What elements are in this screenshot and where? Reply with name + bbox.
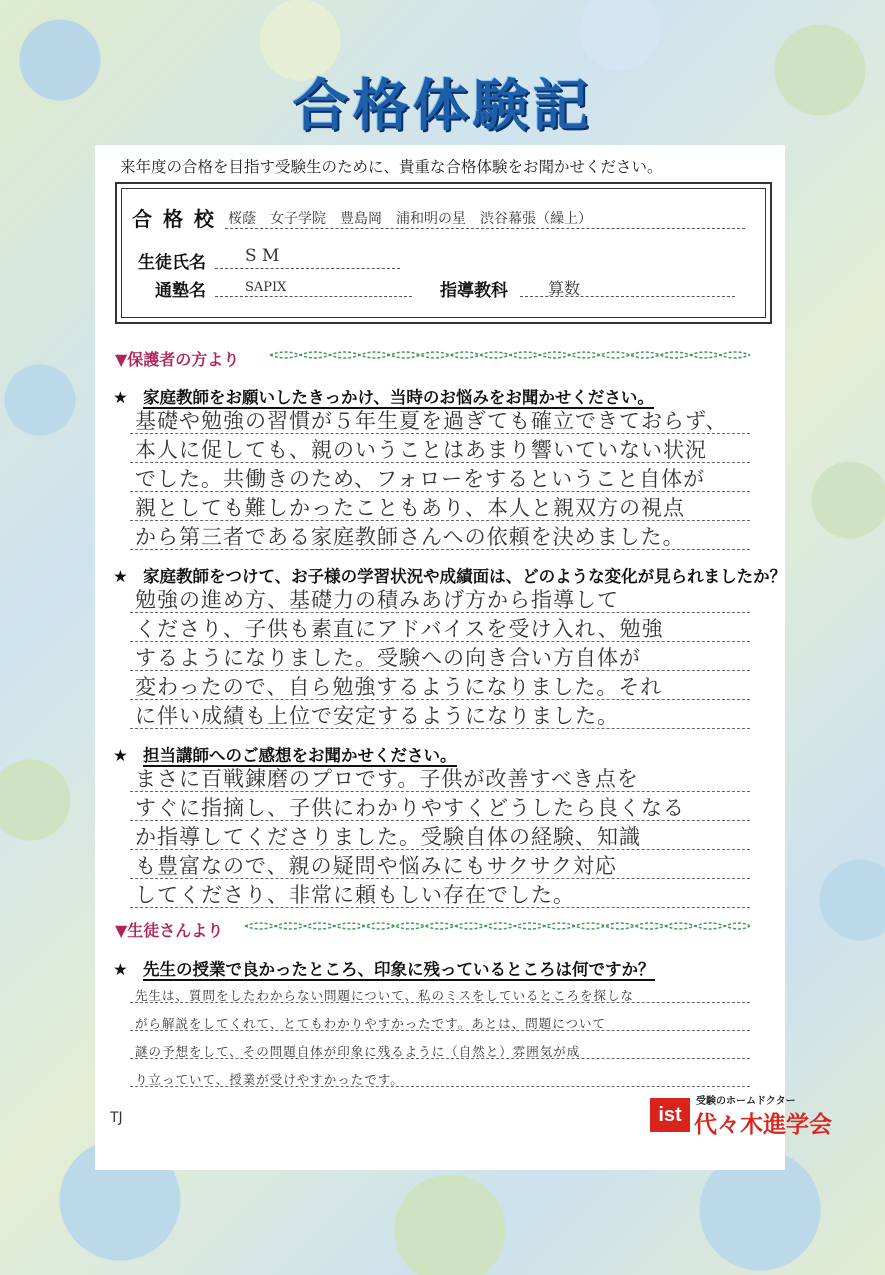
student-a1-line-4: り立っていて、授業が受けやすかったです。 <box>135 1072 404 1087</box>
parent-a2-line-4: 変わったので、自ら勉強するようになりました。それ <box>135 675 663 699</box>
student-section-heading: ▼生徒さんより <box>115 921 224 940</box>
parent-a3-line-3: か指導してくださりました。受験自体の経験、知識 <box>135 825 641 849</box>
cram-school-label: 通塾名 <box>155 281 206 301</box>
star-icon: ★ <box>113 960 128 979</box>
parent-a3-line-2: すぐに指摘し、子供にわかりやすくどうしたら良くなる <box>135 796 685 820</box>
parent-a1-line-3: でした。共働きのため、フォローをするということ自体が <box>135 467 706 491</box>
student-a1-line-3: 謎の予想をして、その問題自体が印象に残るように（自然と）雰囲気が成 <box>135 1044 581 1059</box>
parent-section-heading: ▼保護者の方より <box>115 350 240 369</box>
parent-a1-line-4: 親としても難しかったこともあり、本人と親双方の視点 <box>135 496 685 520</box>
student-q1 <box>113 956 655 980</box>
parent-a2-line-3: するようになりました。受験への向き合い方自体が <box>135 646 641 670</box>
school-underline <box>225 228 745 229</box>
parent-q1-text: 家庭教師をお願いしたきっかけ、当時のお悩みをお聞かせください。 <box>143 388 654 407</box>
subject-underline <box>520 296 735 297</box>
student-name-underline <box>215 268 400 269</box>
school-value: 桜蔭 女子学院 豊島岡 浦和明の星 渋谷幕張（繰上） <box>228 211 592 227</box>
parent-q2-text: 家庭教師をつけて、お子様の学習状況や成績面は、どのような変化が見られましたか？ <box>143 567 787 586</box>
student-name-value: S M <box>245 246 280 266</box>
parent-a1-line-5: から第三者である家庭教師さんへの依頼を決めました。 <box>135 525 685 549</box>
student-q1-text: 先生の授業で良かったところ、印象に残っているところは何ですか？ <box>143 960 655 979</box>
school-label: 合 格 校 <box>132 207 216 231</box>
star-icon: ★ <box>113 567 128 586</box>
parent-a3-line-4: も豊富なので、親の疑問や悩みにもサクサク対応 <box>135 854 617 878</box>
parent-section-divider <box>270 349 755 361</box>
parent-a3-line-1: まさに百戦錬磨のプロです。子供が改善すべき点を <box>135 767 639 791</box>
document-code: TJ <box>110 1110 123 1126</box>
logo-name: 代々木進学会 <box>694 1112 832 1138</box>
parent-a1-line-2: 本人に促しても、親のいうことはあまり響いていない状況 <box>135 438 707 462</box>
cram-school-underline <box>215 296 412 297</box>
star-icon: ★ <box>113 746 128 765</box>
ist-logo-icon: ist <box>650 1098 690 1132</box>
cram-school-value: SAPIX <box>245 280 287 295</box>
student-name-label: 生徒氏名 <box>138 253 206 273</box>
student-a1-line-1: 先生は、質問をしたわからない問題について、私のミスをしているところを探しな <box>135 988 635 1003</box>
subject-label: 指導教科 <box>440 281 508 301</box>
parent-a2-line-2: くださり、子供も素直にアドバイスを受け入れ、勉強 <box>135 617 664 641</box>
parent-a2-line-1: 勉強の進め方、基礎力の積みあげ方から指導して <box>135 588 619 612</box>
logo-tagline: 受験のホームドクター <box>696 1096 796 1107</box>
company-logo <box>650 1090 840 1140</box>
parent-q3-text: 担当講師へのご感想をお聞かせください。 <box>143 746 457 765</box>
parent-a1-line-1: 基礎や勉強の習慣が５年生夏を過ぎても確立できておらず、 <box>135 409 728 433</box>
parent-a3-line-5: してくださり、非常に頼もしい存在でした。 <box>135 883 575 907</box>
student-section-divider <box>245 920 750 932</box>
student-a1-line-2: がら解説をしてくれて、とてもわかりやすかったです。あとは、問題について <box>135 1016 607 1031</box>
parent-a2-line-5: に伴い成績も上位で安定するようになりました。 <box>135 704 619 728</box>
star-icon: ★ <box>113 388 128 407</box>
subject-value: 算数 <box>548 279 581 298</box>
page-subtitle: 来年度の合格を目指す受験生のために、貴重な合格体験をお聞かせください。 <box>120 158 663 176</box>
page-title: 合格体験記 <box>292 74 593 139</box>
